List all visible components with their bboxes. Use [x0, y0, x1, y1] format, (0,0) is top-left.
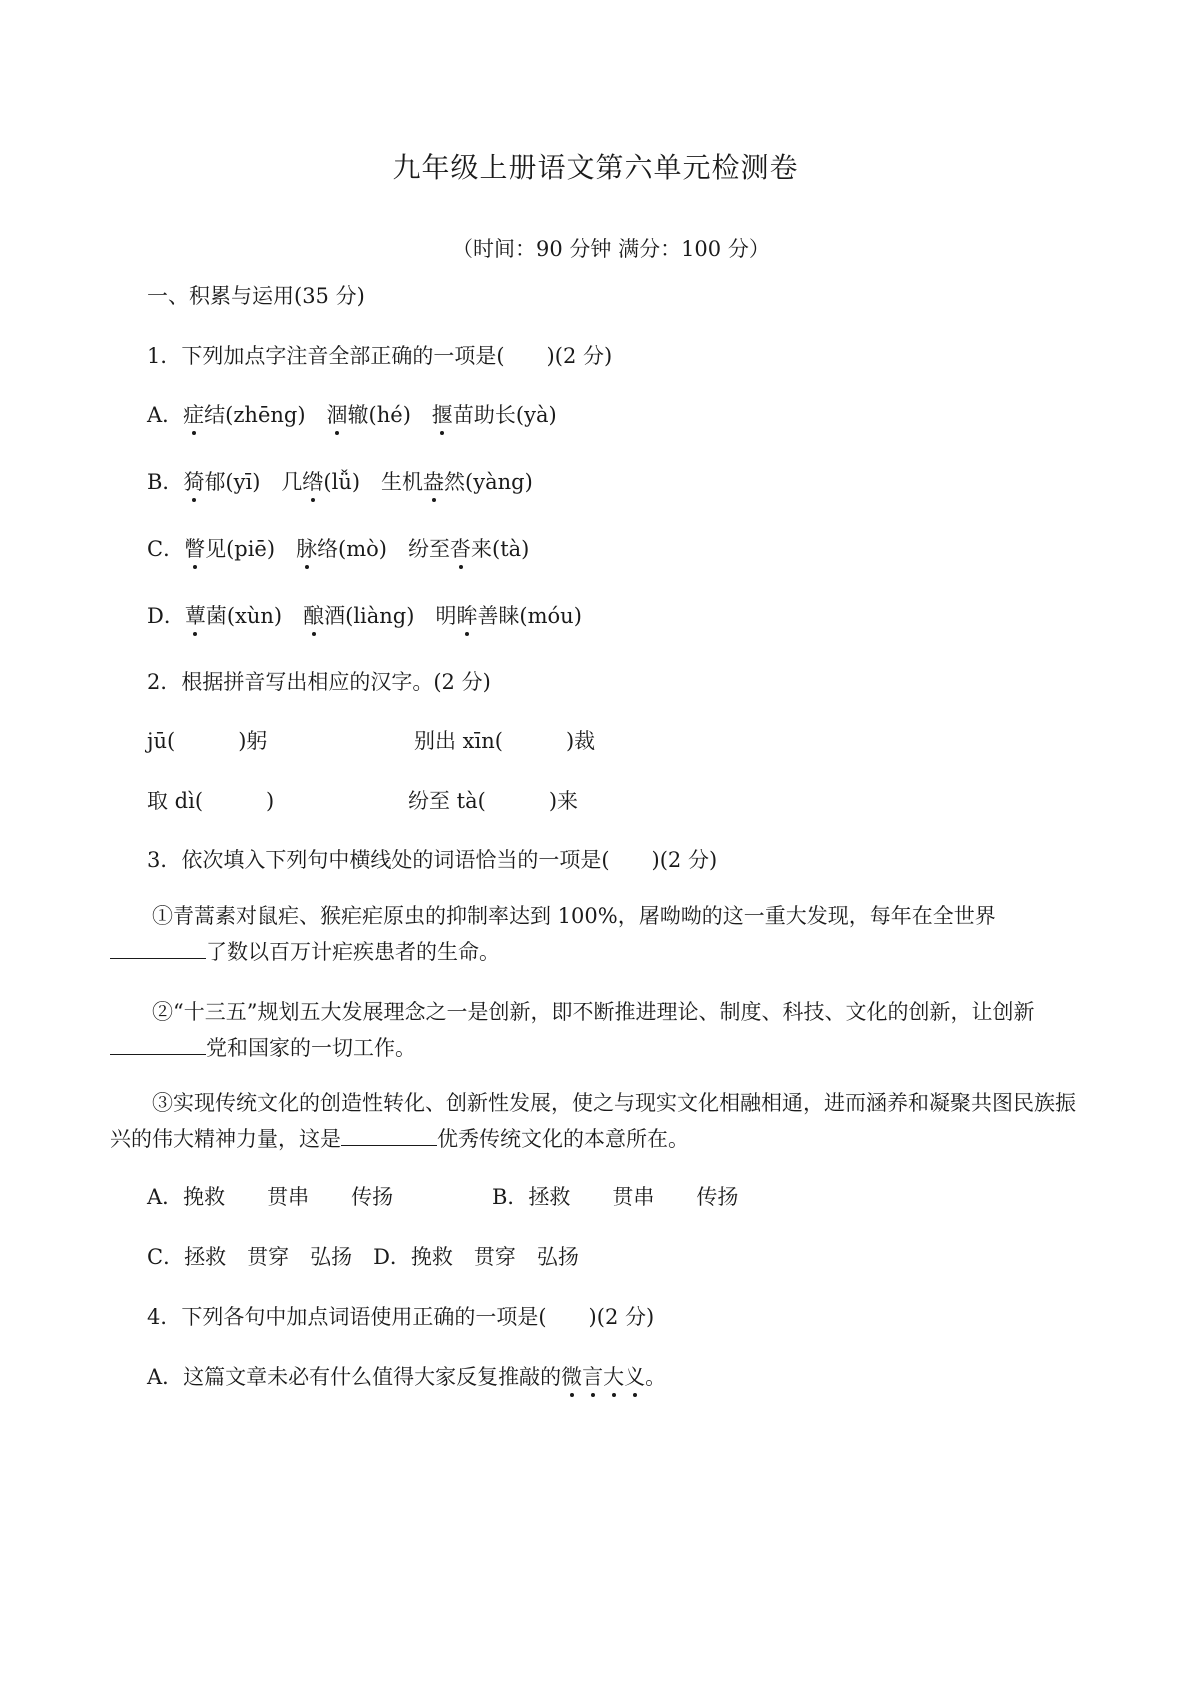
option-text: 纷至 [408, 537, 451, 561]
dotted-char: 沓 [450, 537, 472, 561]
dotted-char: 盎 [423, 470, 445, 494]
option-text: 酒(liàng) [324, 604, 436, 628]
option-text: 见(piē) [205, 537, 297, 561]
dotted-char: 言 [582, 1365, 604, 1389]
option-label: A． [147, 403, 184, 427]
dotted-char: 绺 [302, 470, 324, 494]
question-1-option-b [147, 469, 533, 495]
option-label: C． [147, 537, 185, 561]
sentence-text: ②“十三五”规划五大发展理念之一是创新，即不断推进理论、制度、科技、文化的创新，让创新 [110, 1000, 1035, 1024]
page-title: 九年级上册语文第六单元检测卷 [392, 151, 799, 184]
dotted-char: 脉 [296, 537, 318, 561]
option-text: 辙(hé) [347, 403, 432, 427]
question-3-option-cd: C．拯救 贯穿 弘扬 D．挽救 贯穿 弘扬 [147, 1245, 579, 1269]
question-2-stem: 2．根据拼音写出相应的汉字。(2 分) [147, 670, 491, 694]
question-1-stem: 1．下列加点字注音全部正确的一项是( )(2 分) [147, 344, 613, 368]
sentence-text: 党和国家的一切工作。 [206, 1036, 416, 1060]
exam-time-info: （时间：90 分钟 满分：100 分） [452, 237, 770, 261]
dotted-char: 义 [624, 1365, 646, 1389]
option-text: 络(mò) [317, 537, 409, 561]
question-3-sentence-3 [110, 1085, 1090, 1157]
option-label: B． [147, 470, 184, 494]
option-text: (lǚ) [323, 470, 382, 494]
pinyin-item: 取 dì( ) [147, 789, 275, 813]
question-3-sentence-1 [110, 898, 1090, 970]
pinyin-item: jū( )躬 [147, 729, 268, 753]
option-text: 来(tà) [471, 537, 530, 561]
dotted-char: 症 [183, 403, 205, 427]
question-1-option-c [147, 536, 529, 562]
question-3-option-a: A．挽救 贯串 传扬 [147, 1185, 394, 1209]
sentence-text: 优秀传统文化的本意所在。 [437, 1127, 689, 1151]
option-label: D． [147, 604, 185, 628]
section-heading: 一、积累与运用(35 分) [147, 284, 365, 308]
fill-blank [341, 1125, 437, 1146]
question-3-sentence-2 [110, 994, 1090, 1066]
dotted-char: 眸 [456, 604, 478, 628]
option-text: 生机 [381, 470, 424, 494]
dotted-char: 瞥 [184, 537, 206, 561]
pinyin-item: 纷至 tà( )来 [408, 789, 579, 813]
sentence-text: 了数以百万计疟疾患者的生命。 [206, 940, 500, 964]
dotted-char: 涸 [326, 403, 348, 427]
option-text: 郁(yī) [204, 470, 282, 494]
option-text: 善睐(móu) [477, 604, 582, 628]
fill-blank [110, 1034, 206, 1055]
option-text: 苗助长(yà) [452, 403, 557, 427]
dotted-char: 大 [603, 1365, 625, 1389]
dotted-char: 揠 [431, 403, 453, 427]
option-text: 明 [435, 604, 457, 628]
option-text: A．这篇文章未必有什么值得大家反复推敲的 [147, 1365, 562, 1389]
question-4-stem: 4．下列各句中加点词语使用正确的一项是( )(2 分) [147, 1305, 655, 1329]
question-1-option-a [147, 402, 557, 428]
option-text: 然(yàng) [444, 470, 533, 494]
question-3-stem: 3．依次填入下列句中横线处的词语恰当的一项是( )(2 分) [147, 848, 718, 872]
sentence-text: ①青蒿素对鼠疟、猴疟疟原虫的抑制率达到 100%，屠呦呦的这一重大发现，每年在全世界 [110, 904, 996, 928]
dotted-char: 酿 [303, 604, 325, 628]
pinyin-item: 别出 xīn( )裁 [414, 729, 596, 753]
option-text: 结(zhēng) [204, 403, 327, 427]
dotted-char: 猗 [183, 470, 205, 494]
dotted-char: 蕈 [184, 604, 206, 628]
option-text: 。 [645, 1365, 667, 1389]
fill-blank [110, 938, 206, 959]
question-4-option-a [147, 1364, 666, 1390]
question-1-option-d [147, 603, 582, 629]
sentence-text: ③实现传统文化的创造性转化、创新性发展，使之与现实文化相融相通，进而涵养和凝聚共图民族振兴的伟大精神力量，这是 [110, 1091, 1076, 1151]
question-3-option-b: B．拯救 贯串 传扬 [492, 1185, 739, 1209]
option-text: 菌(xùn) [205, 604, 304, 628]
dotted-char: 微 [561, 1365, 583, 1389]
option-text: 几 [281, 470, 303, 494]
